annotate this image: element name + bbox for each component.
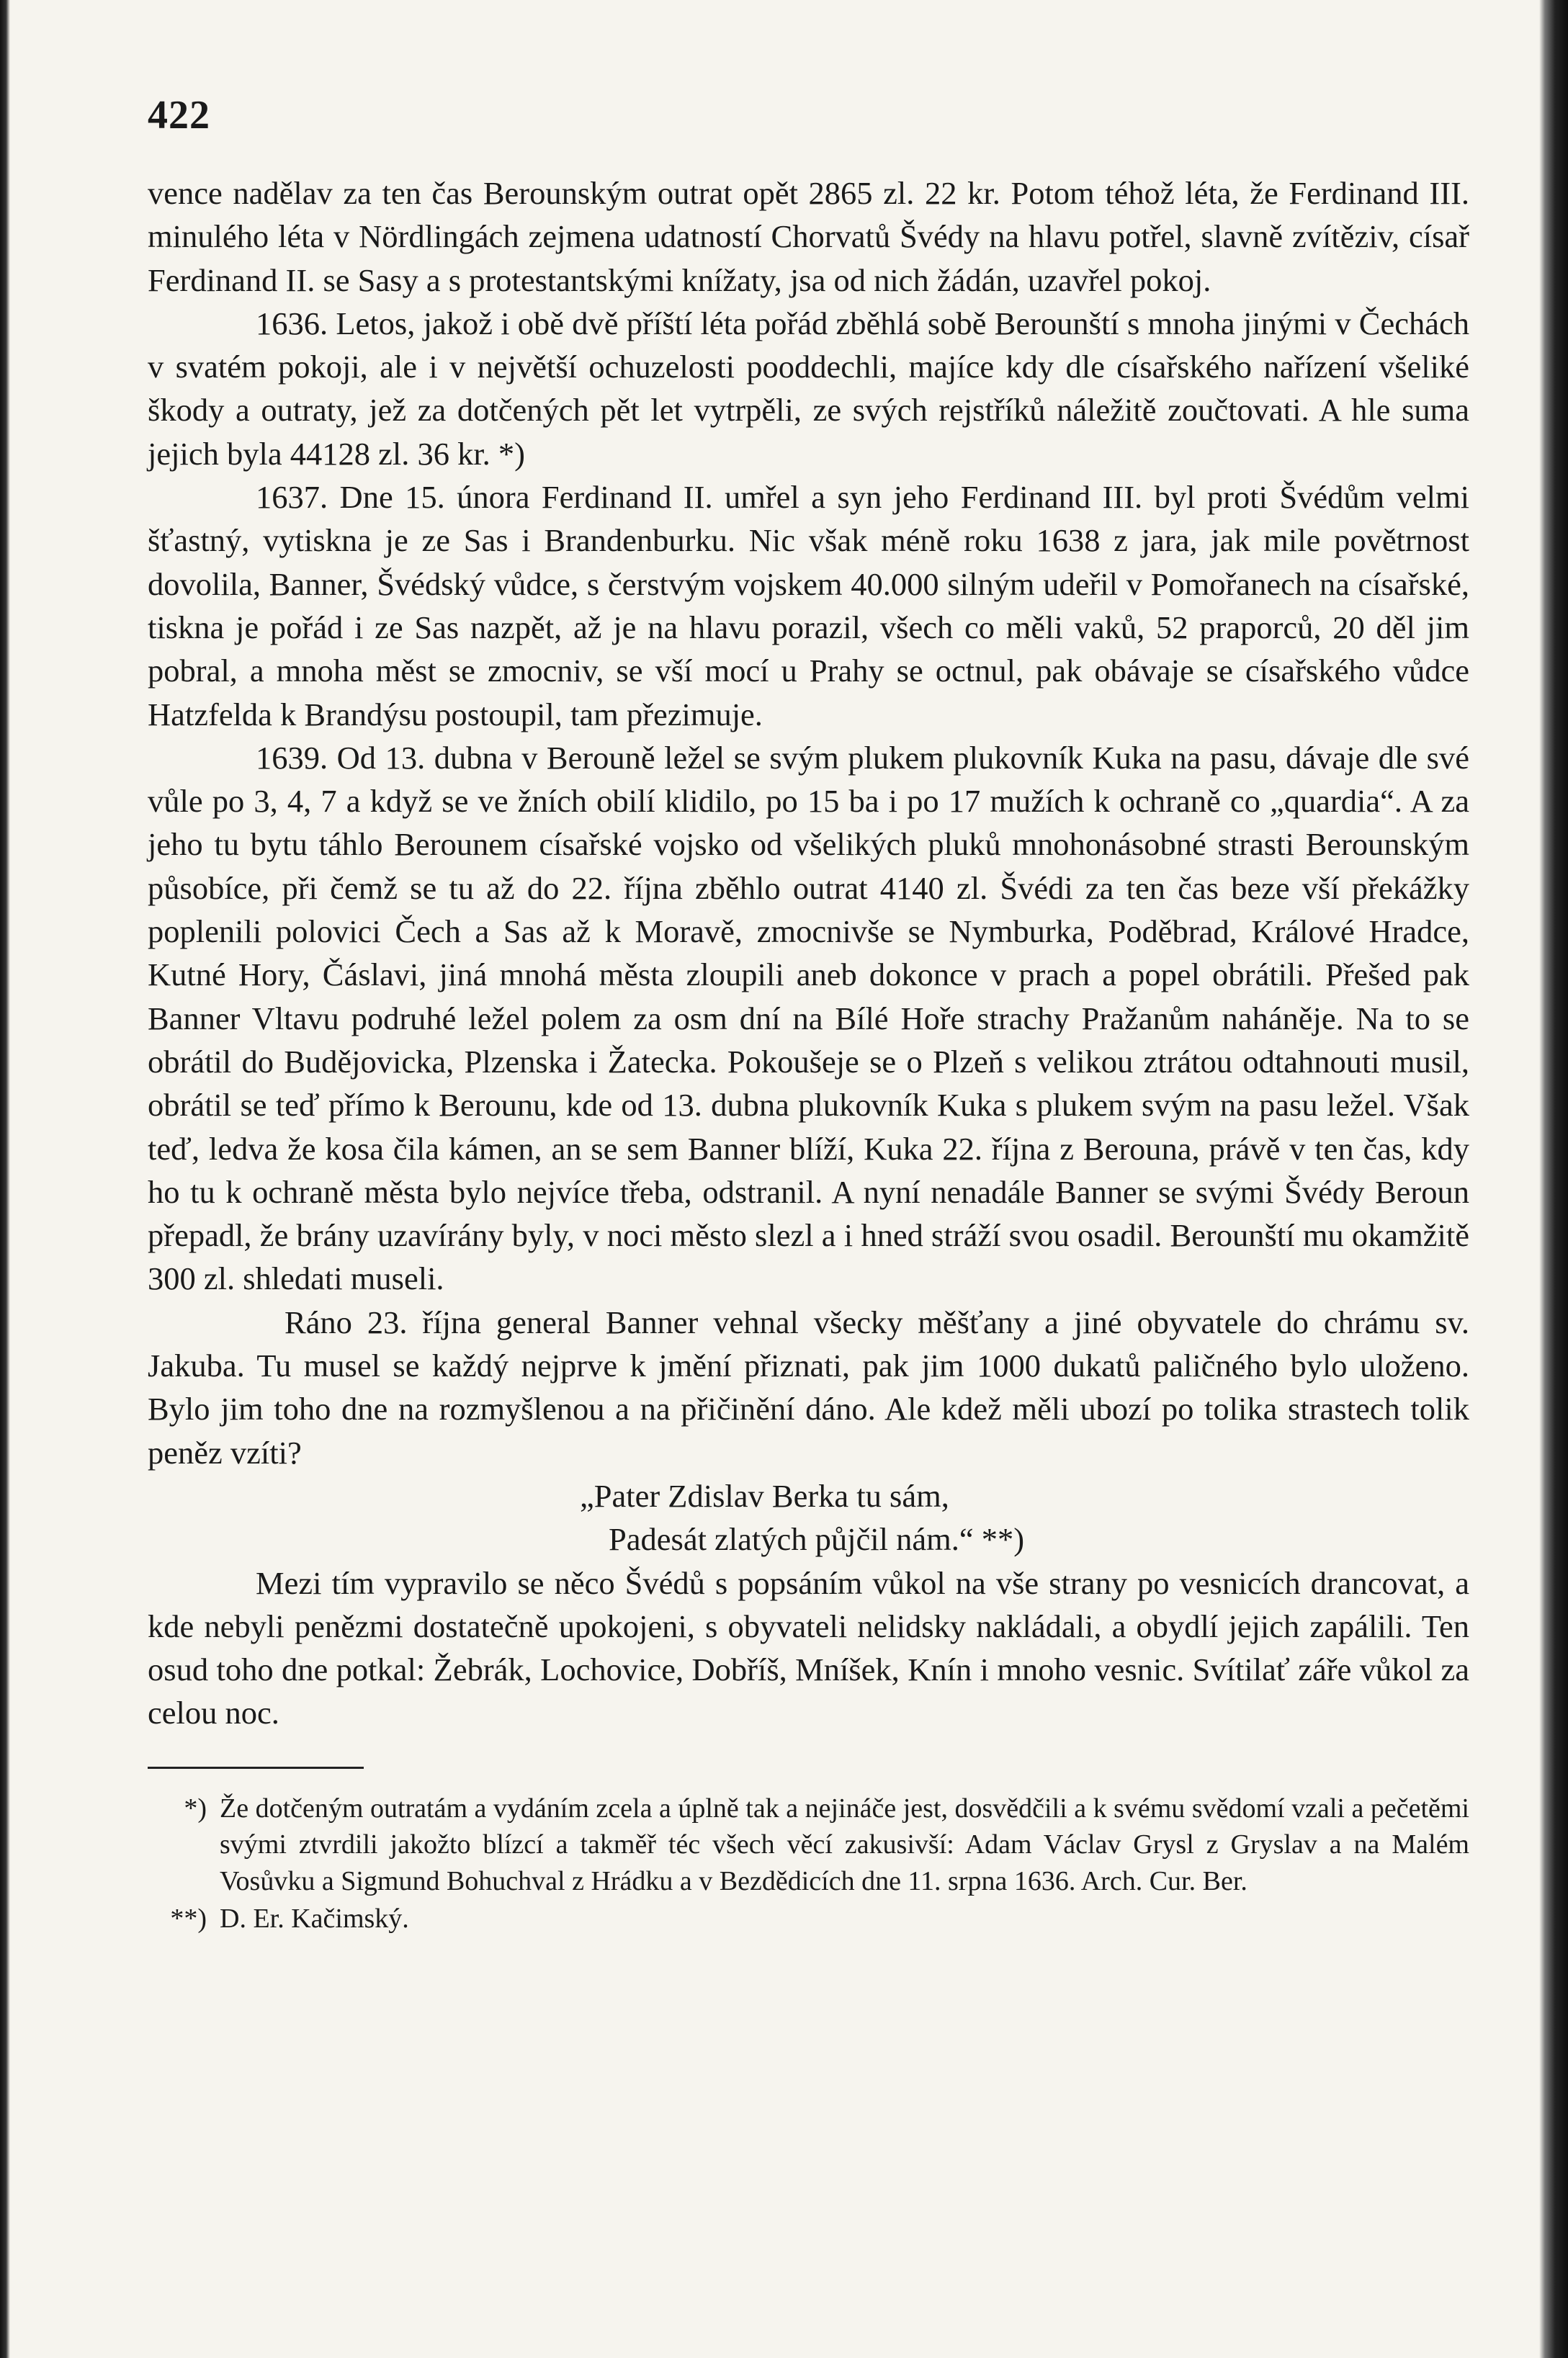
paragraph-1639: 1639. Od 13. dubna v Berouně ležel se svým plukem plukovník Kuka na pasu, dávaje dle své vůle po 3, 4, 7 a když se ve žních obilí klidilo, po 15 ba i po 17 mužích k ochraně co „quardia“. A za jeho tu bytu táhlo Berounem císařské vojsko od všelikých pluků mnohonásobné strasti Berounským působíce, při čemž se tu až do 22. října zběhlo outrat 4140 zl. Švédi za ten čas beze vší překážky poplenili polovici Čech a Sas až k Moravě, zmocnivše se Nymburka, Poděbrad, Králové Hradce, Kutné Hory, Čáslavi, jiná mnohá města zloupili aneb dokonce v prach a popel obrátili. Přešed pak Banner Vltavu podruhé ležel polem za osm dní na Bílé Hoře strachy Pražanům naháněje. Na to se obrátil do Budějovicka, Plzenska i Žatecka. Pokoušeje se o Plzeň s velikou ztrátou odtahnouti musil, obrátil se teď přímo k Berounu, kde od 13. dubna plukovník Kuka s plukem svým na pasu ležel. Však teď, ledva že kosa čila kámen, an se sem Banner blíží, Kuka 22. října z Berouna, právě v ten čas, kdy ho tu k ochraně města bylo nejvíce třeba, odstranil. A nyní nenadále Banner se svými Švédy Beroun přepadl, že brány uzavírány byly, v noci město slezl a i hned stráží svou osadil. Berounští mu okamžitě 300 zl. shledati museli. — [148, 739, 1469, 1297]
footnote-mark: *) — [184, 1793, 207, 1824]
footnote-1 — [148, 1790, 1469, 1900]
footnote-mark: **) — [170, 1904, 207, 1935]
footnotes — [148, 1790, 1469, 1937]
page-edge-left — [0, 0, 10, 2358]
footnote-text: D. Er. Kačimský. — [220, 1904, 409, 1935]
footnote-divider — [148, 1767, 364, 1769]
page-number: 422 — [148, 93, 210, 138]
footnote-text: Že dotčeným outratám a vydáním zcela a úplně tak a nejináče jest, dosvědčili a k svému svědomí vzali a pečetěmi svými ztvrdili jakožto blízcí a takměř téc všech věcí zakusivší: Adam Václav Grysl z Gryslav a na Malém Vosůvku a Sigmund Bohuchval z Hrádku a v Bezdědicích dne 11. srpna 1636. Arch. Cur. Ber. — [220, 1793, 1469, 1896]
page-body — [148, 171, 1469, 1937]
paragraph-1: vence nadělav za ten čas Berounským outrat opět 2865 zl. 22 kr. Potom téhož léta, že Ferdinand III. minulého léta v Nördlingách zejmena udatností Chorvatů Švédy na hlavu potřel, slavně zvítěziv, císař Ferdinand II. se Sasy a s protestantskými knížaty, jsa od nich žádán, uzavřel pokoj. — [148, 175, 1469, 298]
paragraph-1636: 1636. Letos, jakož i obě dvě příští léta pořád zběhlá sobě Berounští s mnoha jinými v Čechách v svatém pokoji, ale i v největší ochuzelosti pooddechli, majíce kdy dle císařského nařízení všeliké škody a outraty, jež za dotčených pět let vytrpěli, ze svých rejstříků náležitě zoučtovati. A hle suma jejich byla 44128 zl. 36 kr. *) — [148, 305, 1469, 472]
footnote-2 — [148, 1901, 1469, 1937]
verse-line-2: Padesát zlatých půjčil nám.“ **) — [609, 1521, 1025, 1558]
paragraph-mezi-tim: Mezi tím vypravilo se něco Švédů s popsáním vůkol na vše strany po vesnicích drancovat, a kde nebyli penězmi dostatečně upokojeni, s obyvateli nelidsky nakládali, a obydlí jejich zapálili. Ten osud toho dne potkal: Žebrák, Lochovice, Dobříš, Mníšek, Knín i mnoho vesnic. Svítilať záře vůkol za celou noc. — [148, 1564, 1469, 1731]
page-edge-right — [1539, 0, 1568, 2358]
verse-line-1: „Pater Zdislav Berka tu sám, — [580, 1477, 949, 1514]
paragraph-rano: Ráno 23. října general Banner vehnal všecky měšťany a jiné obyvatele do chrámu sv. Jakuba. Tu musel se každý nejprve k jmění přiznati, pak jim 1000 dukatů paličného bylo uloženo. Bylo jim toho dne na rozmyšlenou a na přičinění dáno. Ale kdež měli ubozí po tolika strastech tolik peněz vzíti? — [148, 1304, 1469, 1471]
paragraph-1637: 1637. Dne 15. února Ferdinand II. umřel a syn jeho Ferdinand III. byl proti Švédům velmi šťastný, vytiskna je ze Sas i Brandenburku. Nic však méně roku 1638 z jara, jak mile povětrnost dovolila, Banner, Švédský vůdce, s čerstvým vojskem 40.000 silným udeřil v Pomořanech na císařské, tiskna je pořád i ze Sas nazpět, až je na hlavu porazil, všech co měli vaků, 52 praporců, 20 děl jim pobral, a mnoha měst se zmocniv, se vší mocí u Prahy se octnul, pak obávaje se císařského vůdce Hatzfelda k Brandýsu postoupil, tam přezimuje. — [148, 479, 1469, 732]
